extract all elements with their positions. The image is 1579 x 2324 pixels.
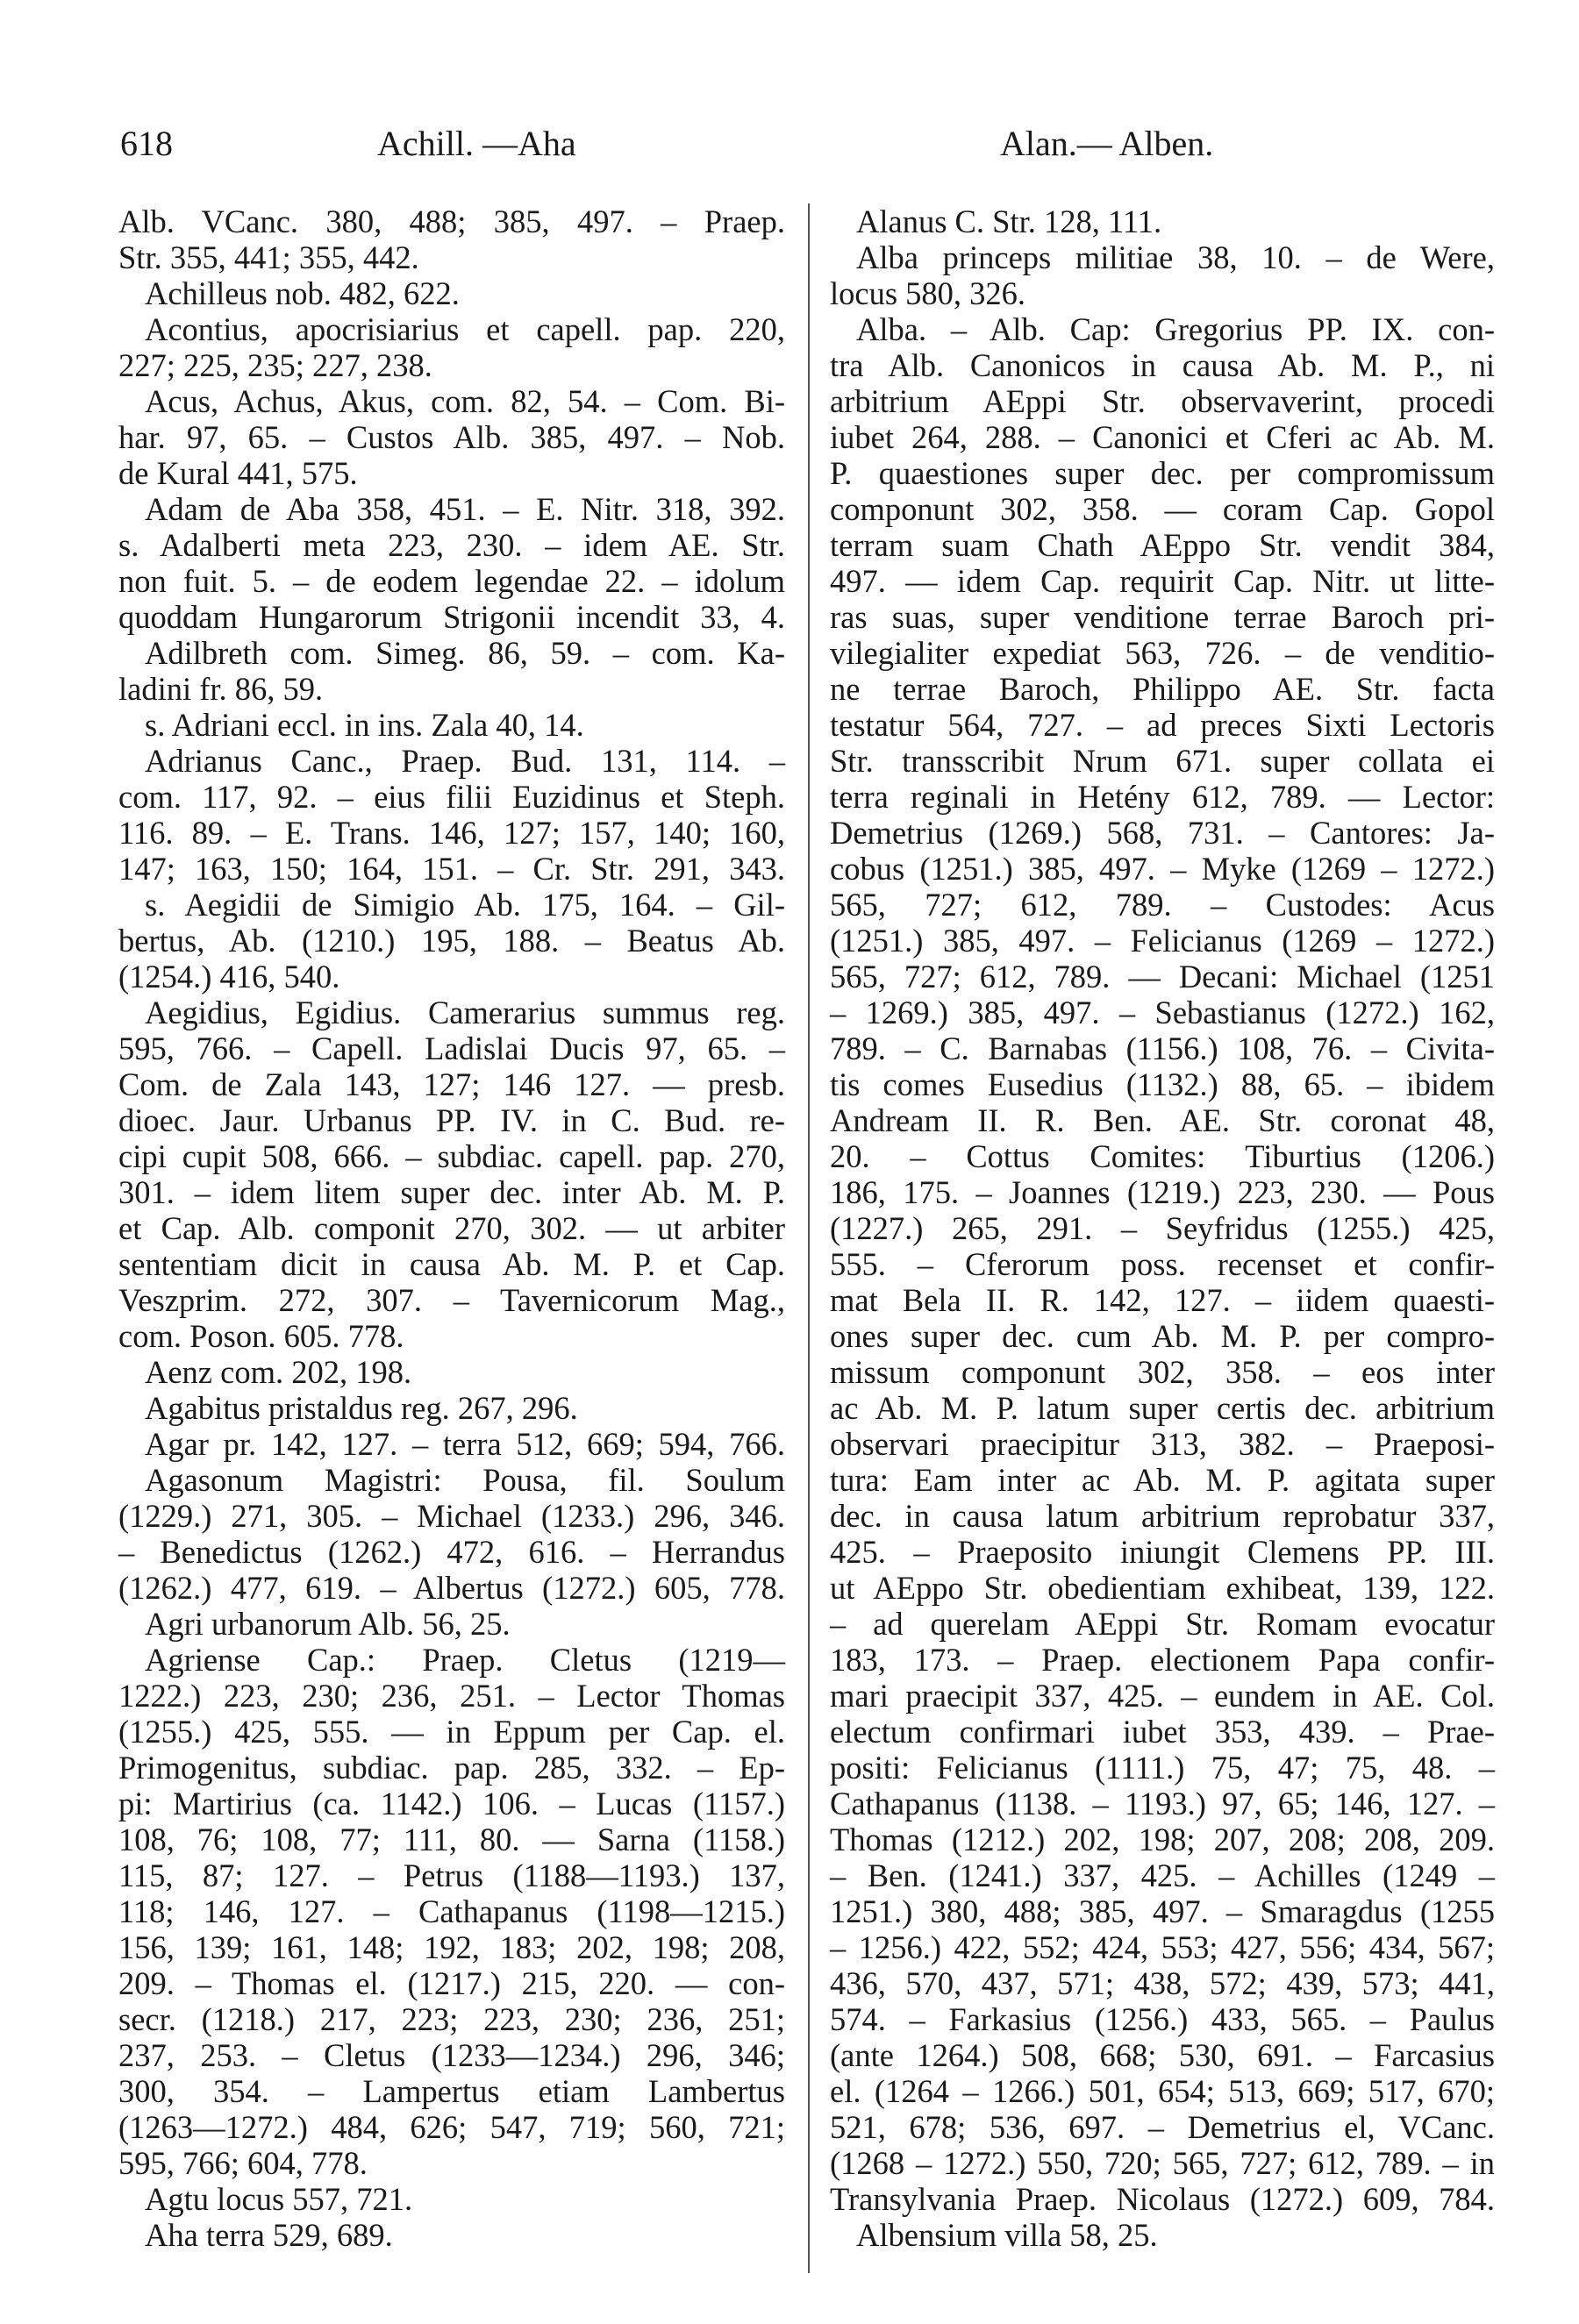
- index-line: (1268 – 1272.) 550, 720; 565, 727; 612, 789. – in: [830, 2145, 1495, 2181]
- index-line: 118; 146, 127. – Cathapanus (1198—1215.): [118, 1893, 785, 1929]
- index-line: – 1269.) 385, 497. – Sebastianus (1272.) 162,: [830, 994, 1495, 1030]
- index-line: 574. – Farkasius (1256.) 433, 565. – Paulus: [830, 2001, 1495, 2037]
- index-line: mat Bela II. R. 142, 127. – iidem quaesti-: [830, 1282, 1495, 1318]
- index-line: terram suam Chath AEppo Str. vendit 384,: [830, 527, 1495, 563]
- index-line: Veszprim. 272, 307. – Tavernicorum Mag.,: [118, 1282, 785, 1318]
- index-line: – 1256.) 422, 552; 424, 553; 427, 556; 434, 567;: [830, 1929, 1495, 1965]
- index-line: 209. – Thomas el. (1217.) 215, 220. — con-: [118, 1965, 785, 2001]
- index-line: missum componunt 302, 358. – eos inter: [830, 1354, 1495, 1390]
- index-line: dec. in causa latum arbitrium reprobatur 337,: [830, 1498, 1495, 1534]
- index-line: el. (1264 – 1266.) 501, 654; 513, 669; 517, 670;: [830, 2073, 1495, 2109]
- running-header: [0, 123, 1579, 167]
- index-line: 183, 173. – Praep. electionem Papa confir-: [830, 1642, 1495, 1678]
- index-line: non fuit. 5. – de eodem legendae 22. – idolum: [118, 563, 785, 599]
- index-line: ne terrae Baroch, Philippo AE. Str. facta: [830, 671, 1495, 707]
- index-line: bertus, Ab. (1210.) 195, 188. – Beatus Ab.: [118, 923, 785, 959]
- index-line: (1262.) 477, 619. – Albertus (1272.) 605, 778.: [118, 1570, 785, 1606]
- index-line: (1254.) 416, 540.: [118, 959, 340, 994]
- index-line: et Cap. Alb. componit 270, 302. — ut arbiter: [118, 1210, 785, 1246]
- index-line: s. Adalberti meta 223, 230. – idem AE. Str.: [118, 527, 785, 563]
- index-line: (1227.) 265, 291. – Seyfridus (1255.) 425,: [830, 1210, 1495, 1246]
- index-line: 227; 225, 235; 227, 238.: [118, 347, 432, 383]
- index-line: 115, 87; 127. – Petrus (1188—1193.) 137,: [118, 1857, 785, 1893]
- index-line: 436, 570, 437, 571; 438, 572; 439, 573; 441,: [830, 1965, 1495, 2001]
- index-line: tra Alb. Canonicos in causa Ab. M. P., ni: [830, 347, 1495, 383]
- index-line: Agar pr. 142, 127. – terra 512, 669; 594, 766.: [145, 1426, 785, 1462]
- index-line: 555. – Cferorum poss. recenset et confir-: [830, 1246, 1495, 1282]
- index-line: 186, 175. – Joannes (1219.) 223, 230. — Pous: [830, 1174, 1495, 1210]
- index-line: Aenz com. 202, 198.: [145, 1354, 412, 1390]
- index-line: com. Poson. 605. 778.: [118, 1318, 404, 1354]
- index-line: Transylvania Praep. Nicolaus (1272.) 609, 784.: [830, 2181, 1495, 2217]
- index-line: dioec. Jaur. Urbanus PP. IV. in C. Bud. re-: [118, 1102, 785, 1138]
- index-line: electum confirmari iubet 353, 439. – Prae-: [830, 1714, 1495, 1750]
- index-line: 497. — idem Cap. requirit Cap. Nitr. ut litte-: [830, 563, 1495, 599]
- index-line: testatur 564, 727. – ad preces Sixti Lectoris: [830, 707, 1495, 743]
- index-line: tis comes Eusedius (1132.) 88, 65. – ibidem: [830, 1066, 1495, 1102]
- index-line: Adam de Aba 358, 451. – E. Nitr. 318, 392.: [145, 491, 785, 527]
- index-line: 301. – idem litem super dec. inter Ab. M. P.: [118, 1174, 785, 1210]
- index-line: Aha terra 529, 689.: [145, 2217, 393, 2253]
- index-line: Cathapanus (1138. – 1193.) 97, 65; 146, 127. –: [830, 1786, 1495, 1821]
- index-line: Achilleus nob. 482, 622.: [145, 275, 460, 311]
- index-line: positi: Felicianus (1111.) 75, 47; 75, 48. –: [830, 1750, 1495, 1786]
- index-line: com. 117, 92. – eius filii Euzidinus et Steph.: [118, 779, 785, 815]
- index-line: Alba princeps militiae 38, 10. – de Were,: [856, 239, 1495, 275]
- index-line: ladini fr. 86, 59.: [118, 671, 324, 707]
- index-line: cipi cupit 508, 666. – subdiac. capell. pap. 270,: [118, 1138, 785, 1174]
- index-line: 300, 354. – Lampertus etiam Lambertus: [118, 2073, 785, 2109]
- index-line: Alb. VCanc. 380, 488; 385, 497. – Praep.: [118, 203, 785, 239]
- index-line: (1263—1272.) 484, 626; 547, 719; 560, 721;: [118, 2109, 785, 2145]
- index-line: Agasonum Magistri: Pousa, fil. Soulum: [145, 1462, 785, 1498]
- index-line: Agri urbanorum Alb. 56, 25.: [145, 1606, 511, 1642]
- index-line: Com. de Zala 143, 127; 146 127. — presb.: [118, 1066, 785, 1102]
- page-number: 618: [120, 124, 173, 163]
- index-line: 595, 766; 604, 778.: [118, 2145, 368, 2181]
- index-line: cobus (1251.) 385, 497. – Myke (1269 – 1272.): [830, 851, 1495, 887]
- column-divider: [808, 203, 810, 2273]
- index-line: 425. – Praeposito iniungit Clemens PP. III.: [830, 1534, 1495, 1570]
- index-line: ras suas, super venditione terrae Baroch pri-: [830, 599, 1495, 635]
- index-line: Thomas (1212.) 202, 198; 207, 208; 208, 209.: [830, 1821, 1495, 1857]
- index-line: ones super dec. cum Ab. M. P. per compro-: [830, 1318, 1495, 1354]
- index-line: 108, 76; 108, 77; 111, 80. — Sarna (1158.): [118, 1821, 785, 1857]
- index-line: Aegidius, Egidius. Camerarius summus reg.: [145, 994, 785, 1030]
- left-running-head: Achill. —Aha: [377, 124, 576, 163]
- index-line: 565, 727; 612, 789. — Decani: Michael (1251: [830, 959, 1495, 994]
- index-line: mari praecipit 337, 425. – eundem in AE. Col.: [830, 1678, 1495, 1714]
- index-line: 521, 678; 536, 697. – Demetrius el, VCanc.: [830, 2109, 1495, 2145]
- index-line: vilegialiter expediat 563, 726. – de venditio-: [830, 635, 1495, 671]
- index-line: 237, 253. – Cletus (1233—1234.) 296, 346;: [118, 2037, 785, 2073]
- index-line: s. Adriani eccl. in ins. Zala 40, 14.: [145, 707, 584, 743]
- index-line: iubet 264, 288. – Canonici et Cferi ac Ab. M.: [830, 419, 1495, 455]
- index-line: P. quaestiones super dec. per compromissum: [830, 455, 1495, 491]
- index-line: Agriense Cap.: Praep. Cletus (1219—: [145, 1642, 785, 1678]
- index-line: (1255.) 425, 555. — in Eppum per Cap. el.: [118, 1714, 785, 1750]
- index-line: Primogenitus, subdiac. pap. 285, 332. – Ep-: [118, 1750, 785, 1786]
- index-line: har. 97, 65. – Custos Alb. 385, 497. – Nob.: [118, 419, 785, 455]
- index-line: arbitrium AEppi Str. observaverint, procedi: [830, 383, 1495, 419]
- index-line: Acus, Achus, Akus, com. 82, 54. – Com. Bi-: [145, 383, 785, 419]
- index-line: 20. – Cottus Comites: Tiburtius (1206.): [830, 1138, 1495, 1174]
- index-line: 565, 727; 612, 789. – Custodes: Acus: [830, 887, 1495, 923]
- index-line: 1222.) 223, 230; 236, 251. – Lector Thomas: [118, 1678, 785, 1714]
- left-index-column: [118, 203, 785, 2253]
- index-line: sententiam dicit in causa Ab. M. P. et Cap.: [118, 1246, 785, 1282]
- index-line: Demetrius (1269.) 568, 731. – Cantores: Ja-: [830, 815, 1495, 851]
- index-line: Str. 355, 441; 355, 442.: [118, 239, 419, 275]
- index-line: quoddam Hungarorum Strigonii incendit 33, 4.: [118, 599, 785, 635]
- index-line: 789. – C. Barnabas (1156.) 108, 76. – Civita-: [830, 1030, 1495, 1066]
- index-line: ut AEppo Str. obedientiam exhibeat, 139, 122.: [830, 1570, 1495, 1606]
- index-line: pi: Martirius (ca. 1142.) 106. – Lucas (1157.): [118, 1786, 785, 1821]
- index-line: (ante 1264.) 508, 668; 530, 691. – Farcasius: [830, 2037, 1495, 2073]
- index-line: – ad querelam AEppi Str. Romam evocatur: [830, 1606, 1495, 1642]
- index-line: Adrianus Canc., Praep. Bud. 131, 114. –: [145, 743, 785, 779]
- index-line: – Ben. (1241.) 337, 425. – Achilles (1249 –: [830, 1857, 1495, 1893]
- index-line: terra reginali in Hetény 612, 789. — Lector:: [830, 779, 1495, 815]
- index-line: Alba. – Alb. Cap: Gregorius PP. IX. con-: [856, 311, 1495, 347]
- index-line: componunt 302, 358. — coram Cap. Gopol: [830, 491, 1495, 527]
- right-index-column: [830, 203, 1495, 2253]
- right-running-head: Alan.— Alben.: [1000, 124, 1214, 163]
- index-line: locus 580, 326.: [830, 275, 1026, 311]
- index-line: de Kural 441, 575.: [118, 455, 358, 491]
- index-line: Str. transscribit Nrum 671. super collata ei: [830, 743, 1495, 779]
- index-line: 595, 766. – Capell. Ladislai Ducis 97, 65. –: [118, 1030, 785, 1066]
- index-line: Adilbreth com. Simeg. 86, 59. – com. Ka-: [145, 635, 785, 671]
- index-line: s. Aegidii de Simigio Ab. 175, 164. – Gil-: [145, 887, 785, 923]
- index-line: secr. (1218.) 217, 223; 223, 230; 236, 251;: [118, 2001, 785, 2037]
- index-line: Agabitus pristaldus reg. 267, 296.: [145, 1390, 578, 1426]
- index-line: tura: Eam inter ac Ab. M. P. agitata super: [830, 1462, 1495, 1498]
- index-line: 147; 163, 150; 164, 151. – Cr. Str. 291, 343.: [118, 851, 785, 887]
- index-line: Alanus C. Str. 128, 111.: [856, 203, 1162, 239]
- index-line: Agtu locus 557, 721.: [145, 2181, 413, 2217]
- index-line: 1251.) 380, 488; 385, 497. – Smaragdus (1255: [830, 1893, 1495, 1929]
- index-line: Albensium villa 58, 25.: [856, 2217, 1158, 2253]
- index-line: – Benedictus (1262.) 472, 616. – Herrandus: [118, 1534, 785, 1570]
- index-line: Acontius, apocrisiarius et capell. pap. 220,: [145, 311, 785, 347]
- index-line: Andream II. R. Ben. AE. Str. coronat 48,: [830, 1102, 1495, 1138]
- index-line: 116. 89. – E. Trans. 146, 127; 157, 140; 160,: [118, 815, 785, 851]
- index-line: observari praecipitur 313, 382. – Praeposi-: [830, 1426, 1495, 1462]
- index-line: ac Ab. M. P. latum super certis dec. arbitrium: [830, 1390, 1495, 1426]
- index-line: (1251.) 385, 497. – Felicianus (1269 – 1272.): [830, 923, 1495, 959]
- index-line: (1229.) 271, 305. – Michael (1233.) 296, 346.: [118, 1498, 785, 1534]
- index-line: 156, 139; 161, 148; 192, 183; 202, 198; 208,: [118, 1929, 785, 1965]
